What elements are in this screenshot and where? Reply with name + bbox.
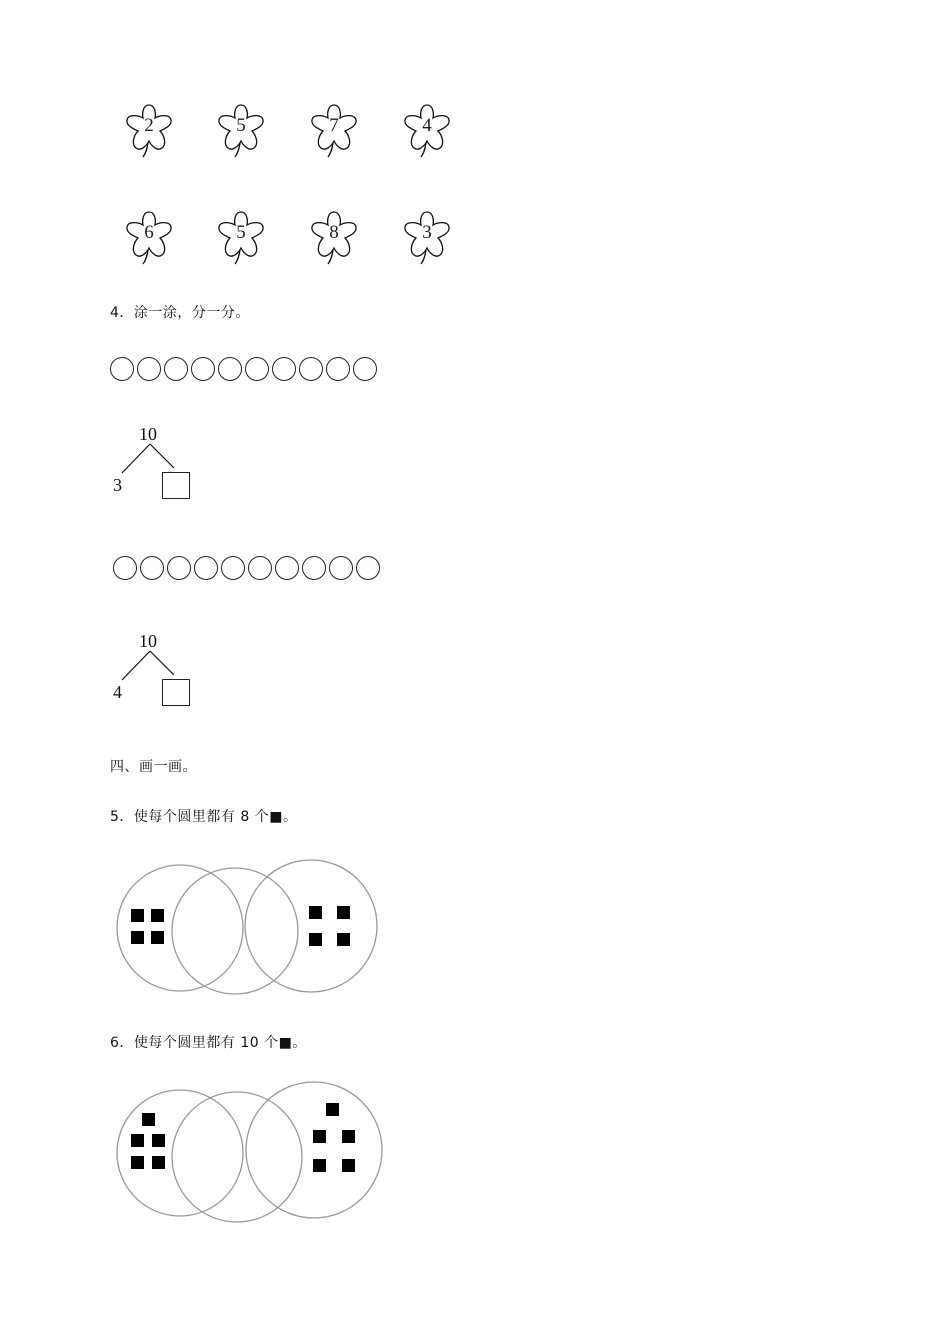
black-square xyxy=(131,909,144,922)
question-5-text: 5．使每个圆里都有 8 个■。 xyxy=(110,809,298,825)
flower-3 xyxy=(309,103,359,161)
colorable-circle[interactable] xyxy=(326,357,350,381)
flower-number: 5 xyxy=(236,115,246,136)
flower-8 xyxy=(402,210,452,268)
colorable-circle[interactable] xyxy=(218,357,242,381)
black-square xyxy=(309,906,322,919)
black-square xyxy=(142,1113,155,1126)
flower-number: 5 xyxy=(236,222,246,243)
flower-7 xyxy=(309,210,359,268)
colorable-circle[interactable] xyxy=(167,556,191,580)
flower-number: 4 xyxy=(422,115,432,136)
colorable-circle[interactable] xyxy=(191,357,215,381)
answer-box[interactable] xyxy=(162,472,190,499)
black-square xyxy=(152,1156,165,1169)
flower-1 xyxy=(124,103,174,161)
venn-circles xyxy=(110,1078,395,1228)
colorable-circle[interactable] xyxy=(272,357,296,381)
flower-2 xyxy=(216,103,266,161)
black-square xyxy=(313,1159,326,1172)
flower-4 xyxy=(402,103,452,161)
black-square xyxy=(313,1130,326,1143)
number-bond-1 xyxy=(110,420,210,510)
black-square xyxy=(337,933,350,946)
black-square xyxy=(326,1103,339,1116)
black-square xyxy=(309,933,322,946)
colorable-circle[interactable] xyxy=(137,357,161,381)
colorable-circle[interactable] xyxy=(302,556,326,580)
colorable-circle[interactable] xyxy=(194,556,218,580)
answer-box[interactable] xyxy=(162,679,190,706)
venn-circles xyxy=(110,855,390,1000)
colorable-circle[interactable] xyxy=(113,556,137,580)
circle-row-1 xyxy=(110,357,377,381)
bond-part-left: 4 xyxy=(113,682,122,702)
black-square xyxy=(131,1134,144,1147)
colorable-circle[interactable] xyxy=(110,357,134,381)
venn-diagram-q5 xyxy=(110,855,390,1000)
black-square xyxy=(342,1159,355,1172)
bond-total: 10 xyxy=(139,424,157,444)
colorable-circle[interactable] xyxy=(140,556,164,580)
bond-total: 10 xyxy=(139,631,157,651)
circle-row-2 xyxy=(113,556,380,580)
black-square xyxy=(152,1134,165,1147)
colorable-circle[interactable] xyxy=(299,357,323,381)
question-6-text: 6．使每个圆里都有 10 个■。 xyxy=(110,1035,307,1051)
section-4-heading: 四、画一画。 xyxy=(110,759,197,775)
flower-number: 7 xyxy=(329,115,339,136)
question-4-text: 4．涂一涂，分一分。 xyxy=(110,305,250,321)
black-square xyxy=(131,931,144,944)
colorable-circle[interactable] xyxy=(221,556,245,580)
flower-5 xyxy=(124,210,174,268)
black-square xyxy=(342,1130,355,1143)
colorable-circle[interactable] xyxy=(245,357,269,381)
bond-lines xyxy=(110,627,210,717)
colorable-circle[interactable] xyxy=(353,357,377,381)
colorable-circle[interactable] xyxy=(275,556,299,580)
flower-number: 6 xyxy=(144,222,154,243)
flower-6 xyxy=(216,210,266,268)
bond-part-left: 3 xyxy=(113,475,122,495)
colorable-circle[interactable] xyxy=(356,556,380,580)
flower-number: 3 xyxy=(422,222,432,243)
black-square xyxy=(337,906,350,919)
black-square xyxy=(131,1156,144,1169)
colorable-circle[interactable] xyxy=(329,556,353,580)
colorable-circle[interactable] xyxy=(248,556,272,580)
venn-diagram-q6 xyxy=(110,1078,395,1228)
bond-lines xyxy=(110,420,210,510)
black-square xyxy=(151,931,164,944)
flower-number: 2 xyxy=(144,115,154,136)
colorable-circle[interactable] xyxy=(164,357,188,381)
number-bond-2 xyxy=(110,627,210,717)
black-square xyxy=(151,909,164,922)
flower-number: 8 xyxy=(329,222,339,243)
